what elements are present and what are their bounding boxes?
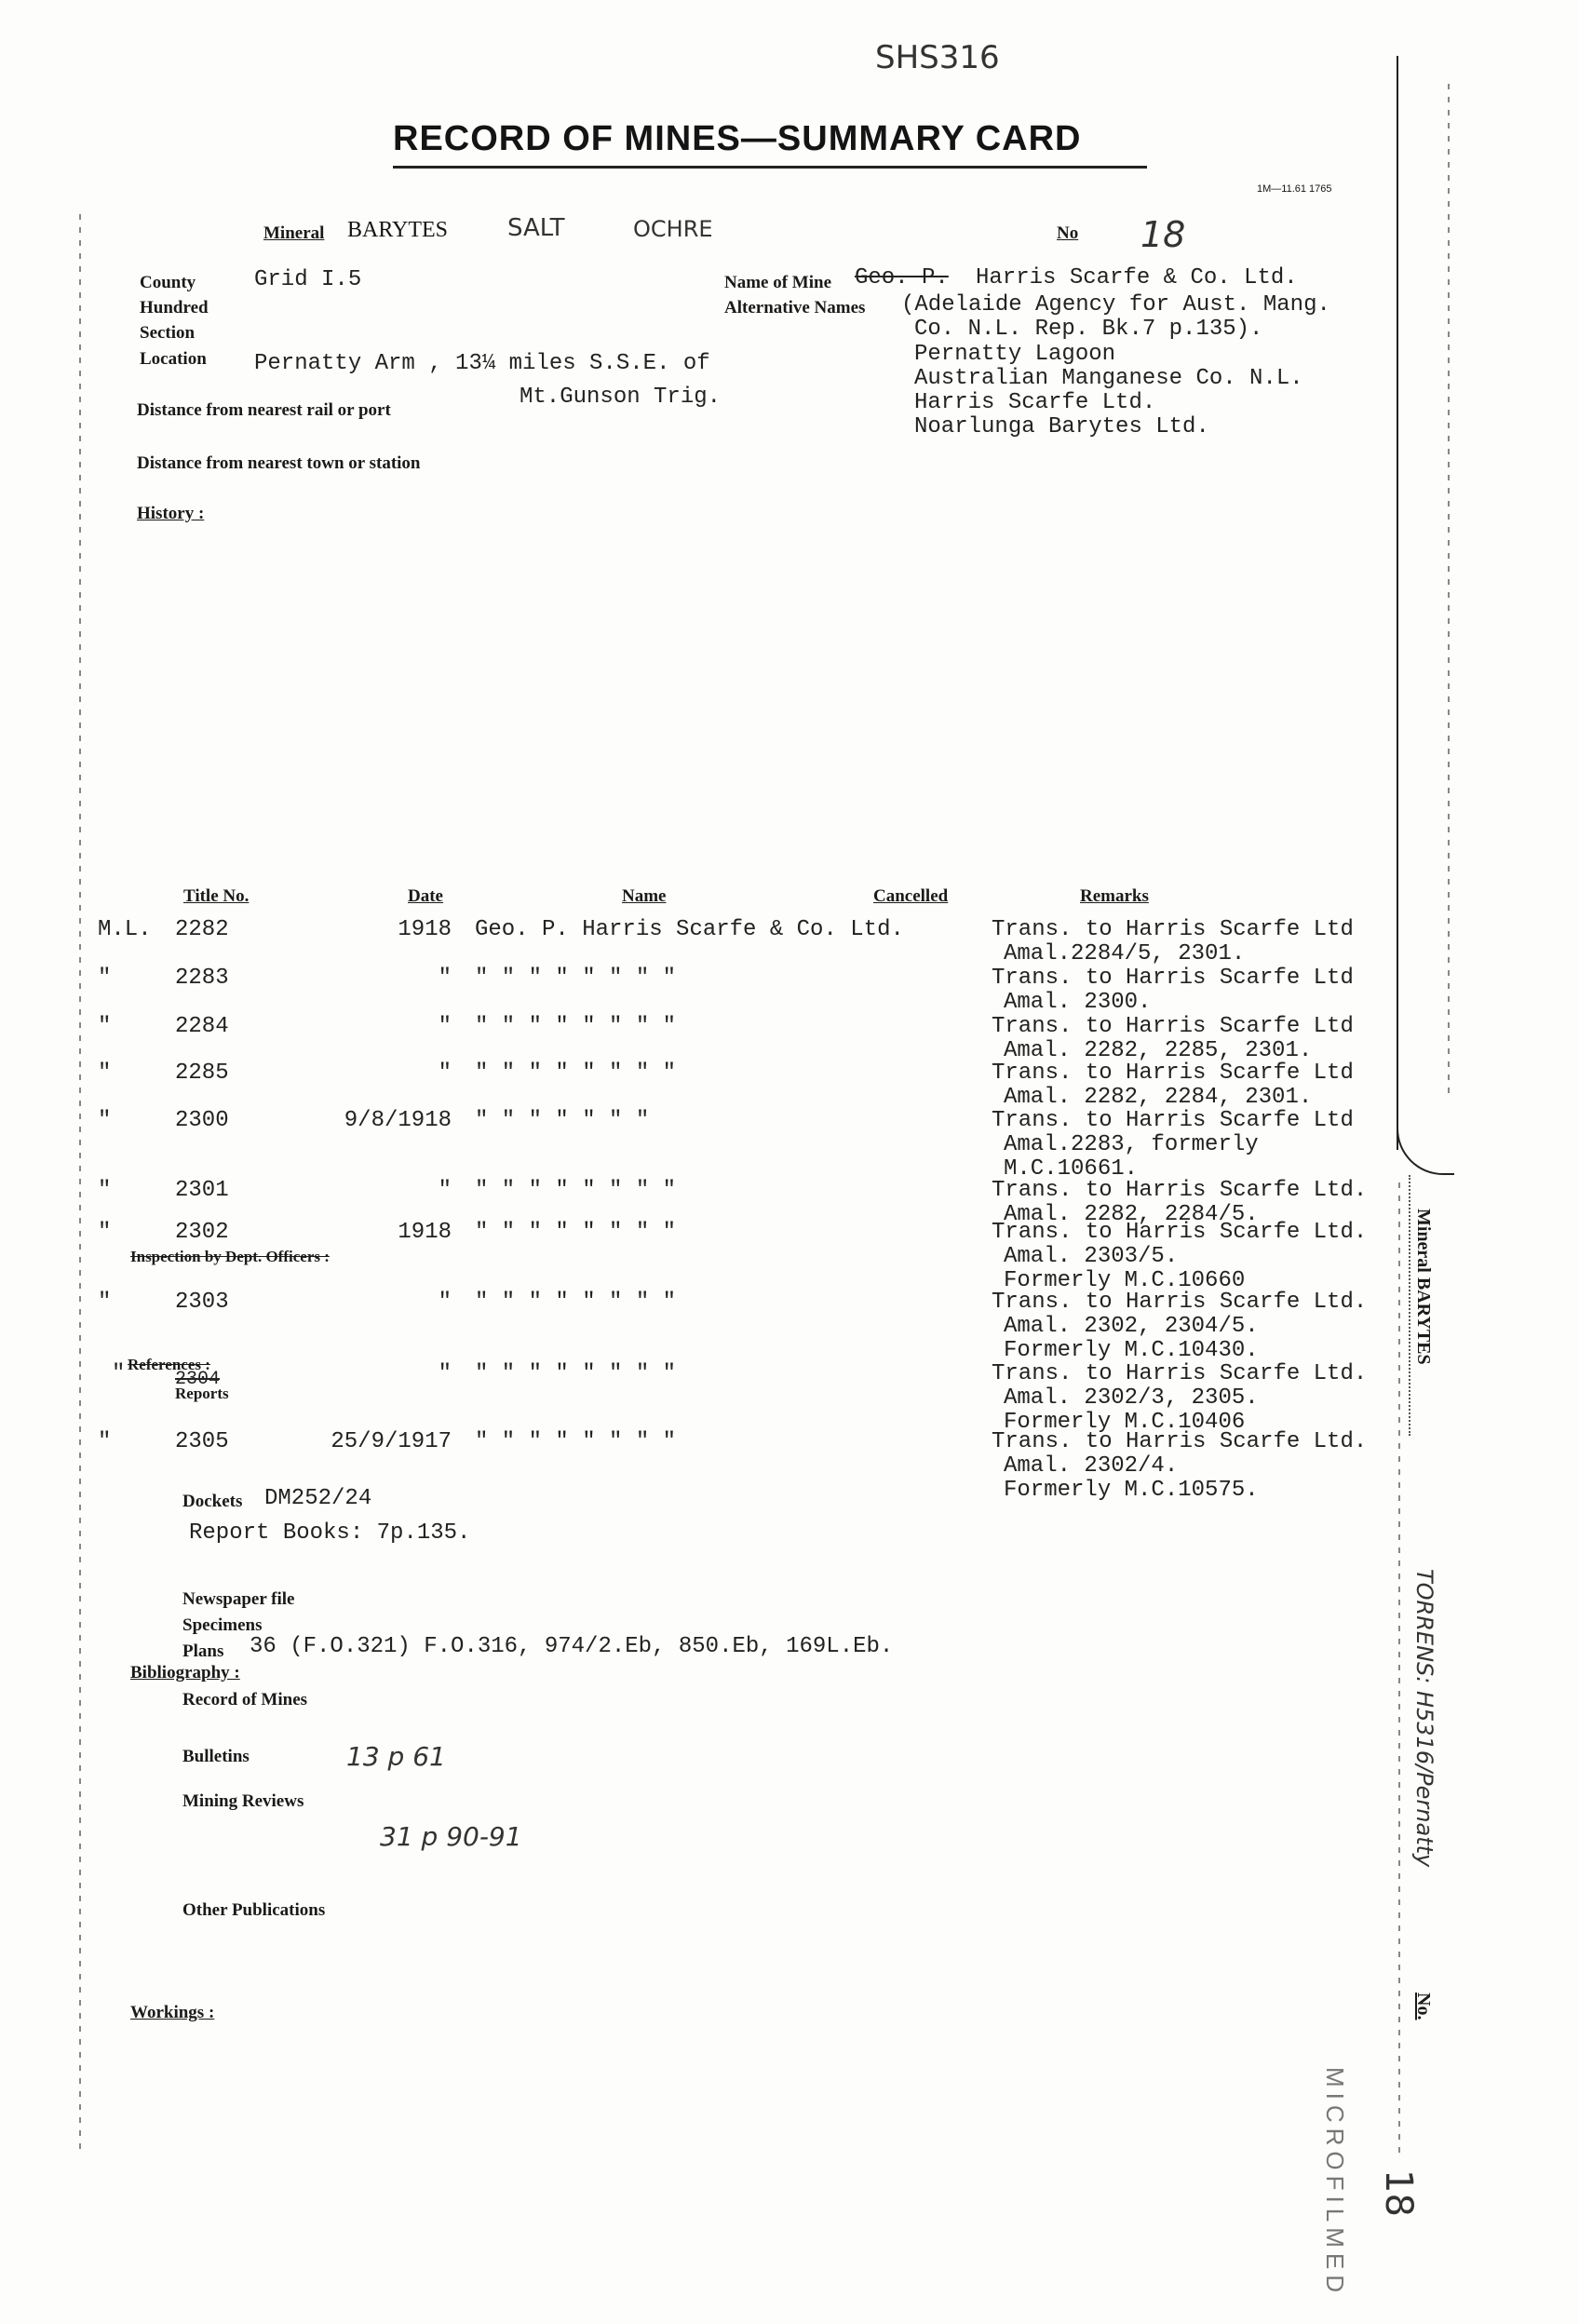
col-header-name: Name	[622, 886, 667, 906]
title-number: 2305	[175, 1429, 229, 1454]
title-holder: Geo. P. Harris Scarfe & Co. Ltd.	[475, 917, 904, 942]
remark-line: Trans. to Harris Scarfe Ltd	[992, 1014, 1354, 1039]
title-prefix: "	[98, 1429, 112, 1454]
mineral-ochre: OCHRE	[633, 216, 713, 242]
title-date: "	[438, 966, 452, 991]
title-holder: " " " " " " " "	[475, 1429, 677, 1454]
rail-distance-label: Distance from nearest rail or port	[137, 400, 391, 420]
col-header-remarks: Remarks	[1080, 886, 1149, 906]
reports-label: Reports	[175, 1385, 229, 1402]
bibliography-label: Bibliography :	[130, 1663, 240, 1682]
margin-microfilmed-stamp: MICROFILMED	[1321, 2067, 1349, 2298]
remark-line: Formerly M.C.10575.	[1004, 1478, 1259, 1503]
remark-line: Amal. 2282, 2284, 2301.	[1004, 1085, 1313, 1110]
alt-name-line: Australian Manganese Co. N.L.	[914, 366, 1303, 391]
county-value: Grid I.5	[254, 267, 362, 292]
title-date: 25/9/1917	[331, 1429, 452, 1454]
remark-line: Amal. 2282, 2284/5.	[1004, 1202, 1259, 1227]
remark-line: Trans. to Harris Scarfe Ltd	[992, 1108, 1354, 1133]
remark-line: Amal.2284/5, 2301.	[1004, 941, 1246, 966]
newspaper-label: Newspaper file	[182, 1589, 295, 1609]
title-prefix: "	[98, 1290, 112, 1315]
remark-line: Amal. 2302/3, 2305.	[1004, 1385, 1259, 1411]
bulletins-value: 13 p 61	[346, 1741, 446, 1772]
table-row	[0, 1061, 1579, 1109]
title-number: 2283	[175, 966, 229, 991]
remark-line: Trans. to Harris Scarfe Ltd	[992, 966, 1354, 991]
title-prefix: "	[98, 1108, 112, 1133]
card-edge-curve	[1397, 1117, 1454, 1175]
remark-line: Formerly M.C.10406	[1004, 1410, 1246, 1435]
margin-card-number: 18	[1377, 2169, 1420, 2217]
col-header-title-no: Title No.	[183, 886, 250, 906]
card-reference: SHS316	[875, 39, 1000, 76]
margin-dash-outer	[1448, 84, 1450, 1099]
title-number: 2302	[175, 1220, 229, 1245]
title-date: 1918	[398, 917, 452, 942]
col-header-date: Date	[408, 886, 443, 906]
title-date: "	[438, 1014, 452, 1039]
alt-name-line: (Adelaide Agency for Aust. Mang.	[901, 292, 1330, 318]
table-row	[0, 1290, 1579, 1363]
title-prefix: "	[98, 1061, 112, 1086]
plans-label: Plans	[182, 1642, 224, 1661]
references-label: References :	[128, 1356, 210, 1373]
alt-name-line: Pernatty Lagoon	[914, 342, 1116, 367]
title-holder: " " " " " " " "	[475, 1061, 677, 1086]
table-row	[0, 1361, 1579, 1435]
title-underline	[393, 166, 1147, 169]
report-books: Report Books: 7p.135.	[189, 1520, 471, 1546]
hundred-label: Hundred	[140, 298, 209, 318]
table-row	[0, 1014, 1579, 1062]
plans-value: 36 (F.O.321) F.O.316, 974/2.Eb, 850.Eb, 169L.Eb.	[250, 1634, 894, 1659]
mine-name-label: Name of Mine	[724, 273, 832, 292]
title-date: "	[438, 1290, 452, 1315]
left-margin-dash	[79, 214, 81, 2151]
specimens-label: Specimens	[182, 1615, 263, 1635]
alt-name-line: Co. N.L. Rep. Bk.7 p.135).	[914, 317, 1263, 342]
mining-reviews-value: 31 p 90-91	[380, 1821, 522, 1852]
margin-dash	[1398, 1182, 1400, 2160]
history-label: History :	[137, 504, 205, 523]
section-label: Section	[140, 323, 196, 343]
remark-line: Trans. to Harris Scarfe Ltd.	[992, 1290, 1368, 1315]
remark-line: Amal. 2302/4.	[1004, 1453, 1179, 1479]
remark-line: M.C.10661.	[1004, 1156, 1139, 1182]
county-label: County	[140, 273, 196, 292]
alt-name-line: Noarlunga Barytes Ltd.	[914, 414, 1209, 439]
town-distance-label: Distance from nearest town or station	[137, 453, 421, 473]
title-date: "	[438, 1361, 452, 1386]
title-number: 2285	[175, 1061, 229, 1086]
mining-reviews-label: Mining Reviews	[182, 1791, 304, 1811]
record-of-mines-label: Record of Mines	[182, 1690, 308, 1709]
title-holder: " " " " " " " "	[475, 1361, 677, 1386]
mine-name-struck: Geo. P.	[855, 265, 949, 290]
title-date: 1918	[398, 1220, 452, 1245]
title-date: "	[438, 1178, 452, 1203]
alt-names-label: Alternative Names	[724, 298, 866, 318]
remark-line: Trans. to Harris Scarfe Ltd.	[992, 1178, 1368, 1203]
card-edge-line	[1397, 56, 1398, 1150]
title-prefix: "	[112, 1361, 126, 1386]
mineral-salt: SALT	[507, 214, 565, 242]
title-holder: " " " " " " " "	[475, 1220, 677, 1245]
title-number: 2300	[175, 1108, 229, 1133]
alt-name-line: Harris Scarfe Ltd.	[914, 390, 1156, 415]
title-number: 2303	[175, 1290, 229, 1315]
remark-line: Formerly M.C.10660	[1004, 1268, 1246, 1293]
title-holder: " " " " " " " "	[475, 966, 677, 991]
table-row	[0, 1108, 1579, 1182]
table-row	[0, 917, 1579, 966]
remark-line: Amal. 2300.	[1004, 990, 1152, 1015]
remark-line: Trans. to Harris Scarfe Ltd	[992, 917, 1354, 942]
dockets-label: Dockets	[182, 1492, 243, 1511]
remark-line: Amal. 2303/5.	[1004, 1244, 1179, 1269]
title-date: 9/8/1918	[344, 1108, 452, 1133]
title-holder: " " " " " " " "	[475, 1290, 677, 1315]
margin-no-tab: No.	[1413, 1993, 1434, 2020]
mine-name-value: Harris Scarfe & Co. Ltd.	[976, 265, 1298, 290]
mineral-label: Mineral	[263, 223, 325, 243]
remark-line: Trans. to Harris Scarfe Ltd.	[992, 1429, 1368, 1454]
other-publications-label: Other Publications	[182, 1900, 326, 1920]
title-number: 2284	[175, 1014, 229, 1039]
inspection-label: Inspection by Dept. Officers :	[130, 1248, 330, 1265]
location-value-2: Mt.Gunson Trig.	[520, 385, 722, 410]
title-holder: " " " " " " "	[475, 1108, 650, 1133]
margin-mineral-tab: Mineral BARYTES	[1413, 1209, 1434, 1365]
title-holder: " " " " " " " "	[475, 1178, 677, 1203]
title-number: 2282	[175, 917, 229, 942]
title-prefix: M.L.	[98, 917, 152, 942]
title-number: 2301	[175, 1178, 229, 1203]
remark-line: Trans. to Harris Scarfe Ltd.	[992, 1220, 1368, 1245]
title-number: 2304	[175, 1369, 221, 1390]
remark-line: Trans. to Harris Scarfe Ltd	[992, 1061, 1354, 1086]
remark-line: Formerly M.C.10430.	[1004, 1338, 1259, 1363]
remark-line: Amal. 2282, 2285, 2301.	[1004, 1038, 1313, 1063]
title-prefix: "	[98, 1220, 112, 1245]
page-title: RECORD OF MINES—SUMMARY CARD	[393, 119, 1082, 158]
title-prefix: "	[98, 1178, 112, 1203]
table-row	[0, 966, 1579, 1014]
card-number: 18	[1140, 214, 1186, 255]
title-holder: " " " " " " " "	[475, 1014, 677, 1039]
no-label: No	[1057, 223, 1079, 243]
title-date: "	[438, 1061, 452, 1086]
dockets-value: DM252/24	[264, 1486, 372, 1511]
remark-line: Trans. to Harris Scarfe Ltd.	[992, 1361, 1368, 1386]
remark-line: Amal.2283, formerly	[1004, 1132, 1259, 1157]
workings-label: Workings :	[130, 2003, 215, 2022]
title-prefix: "	[98, 966, 112, 991]
form-code: 1M—11.61 1765	[1257, 183, 1332, 195]
margin-torrens-note: TORRENS: H5316/Pernatty	[1411, 1569, 1437, 1868]
bulletins-label: Bulletins	[182, 1747, 250, 1766]
mineral-value: BARYTES	[347, 218, 449, 242]
location-label: Location	[140, 349, 207, 369]
title-prefix: "	[98, 1014, 112, 1039]
col-header-cancelled: Cancelled	[873, 886, 949, 906]
remark-line: Amal. 2302, 2304/5.	[1004, 1314, 1259, 1339]
location-value-1: Pernatty Arm , 13¼ miles S.S.E. of	[254, 351, 710, 376]
